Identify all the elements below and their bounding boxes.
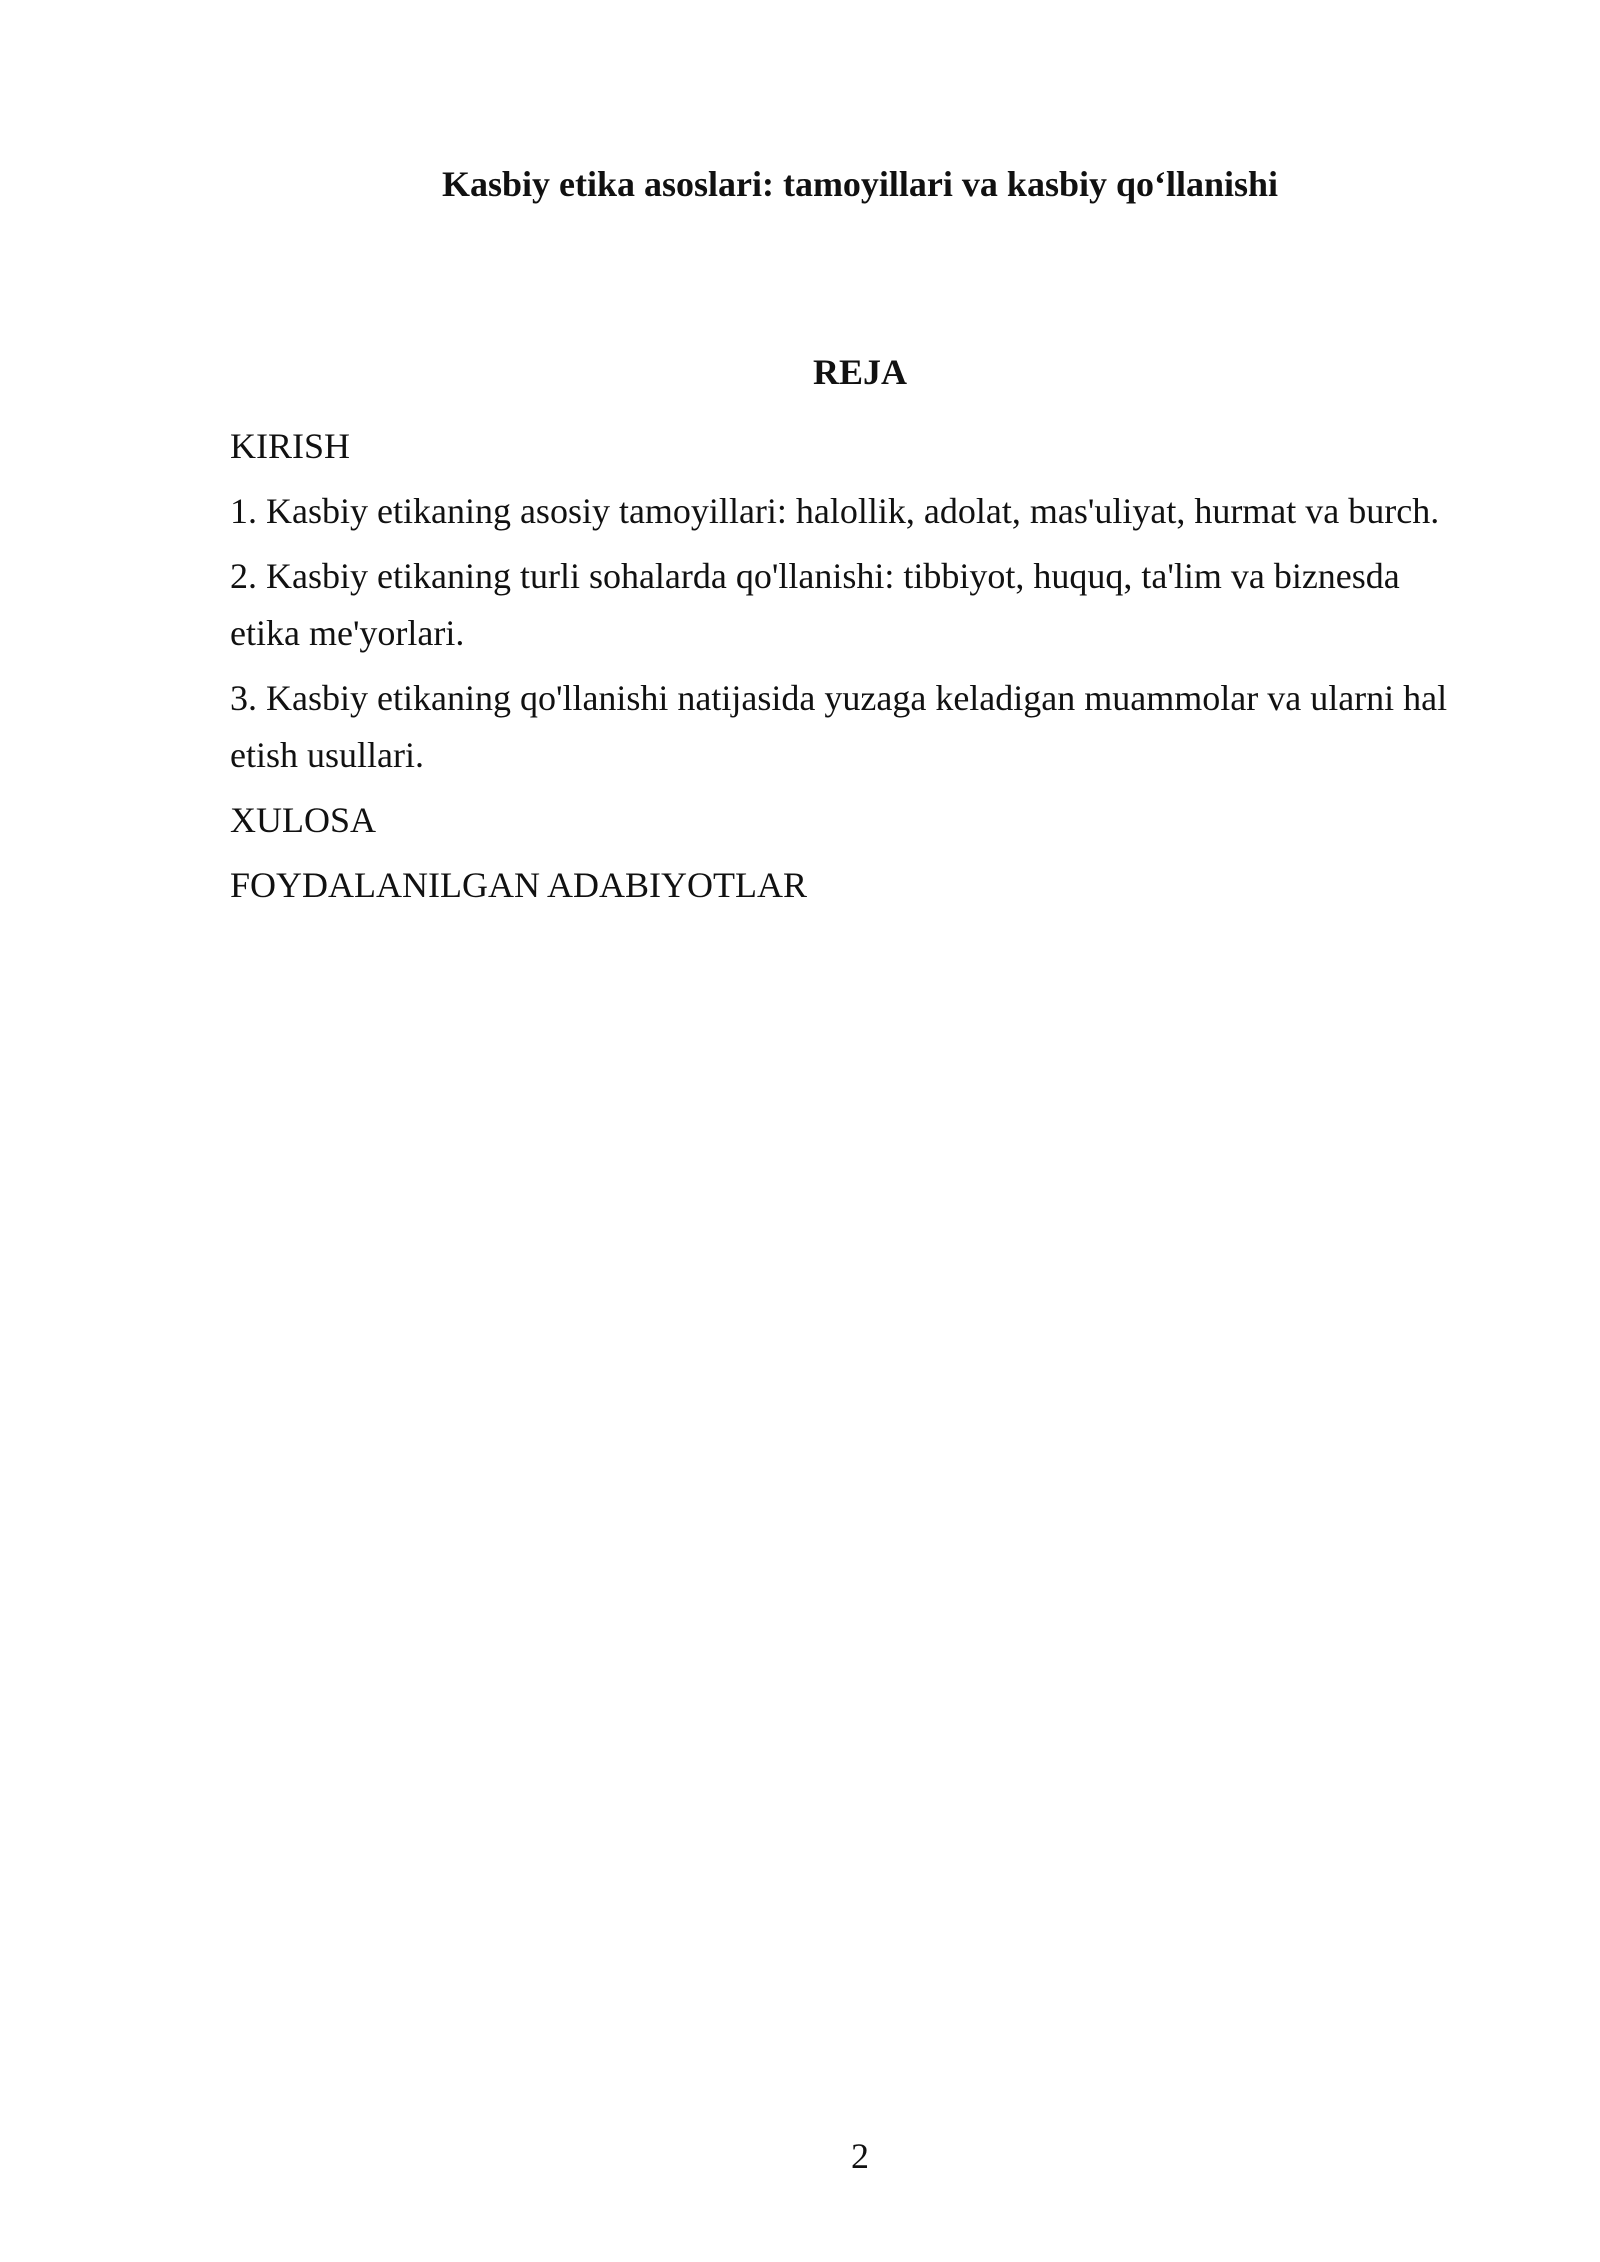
plan-item-1: 1. Kasbiy etikaning asosiy tamoyillari: halollik, adolat, mas'uliyat, hurmat va burch. bbox=[230, 491, 1440, 531]
plan-item-3: 3. Kasbiy etikaning qo'llanishi natijasida yuzaga keladigan muammolar va ularni hal etish usullari. bbox=[230, 678, 1448, 775]
plan-item-references: FOYDALANILGAN ADABIYOTLAR bbox=[230, 865, 807, 905]
document-title: Kasbiy etika asoslari: tamoyillari va kasbiy qo‘llanishi bbox=[441, 164, 1279, 204]
plan-list bbox=[230, 418, 1470, 922]
plan-item-conclusion: XULOSA bbox=[230, 800, 377, 840]
plan-item-introduction: KIRISH bbox=[230, 426, 351, 466]
plan-heading: REJA bbox=[812, 352, 907, 392]
plan-item-2: 2. Kasbiy etikaning turli sohalarda qo'llanishi: tibbiyot, huquq, ta'lim va biznesda etika me'yorlari. bbox=[230, 556, 1400, 653]
page-number: 2 bbox=[851, 2136, 869, 2176]
